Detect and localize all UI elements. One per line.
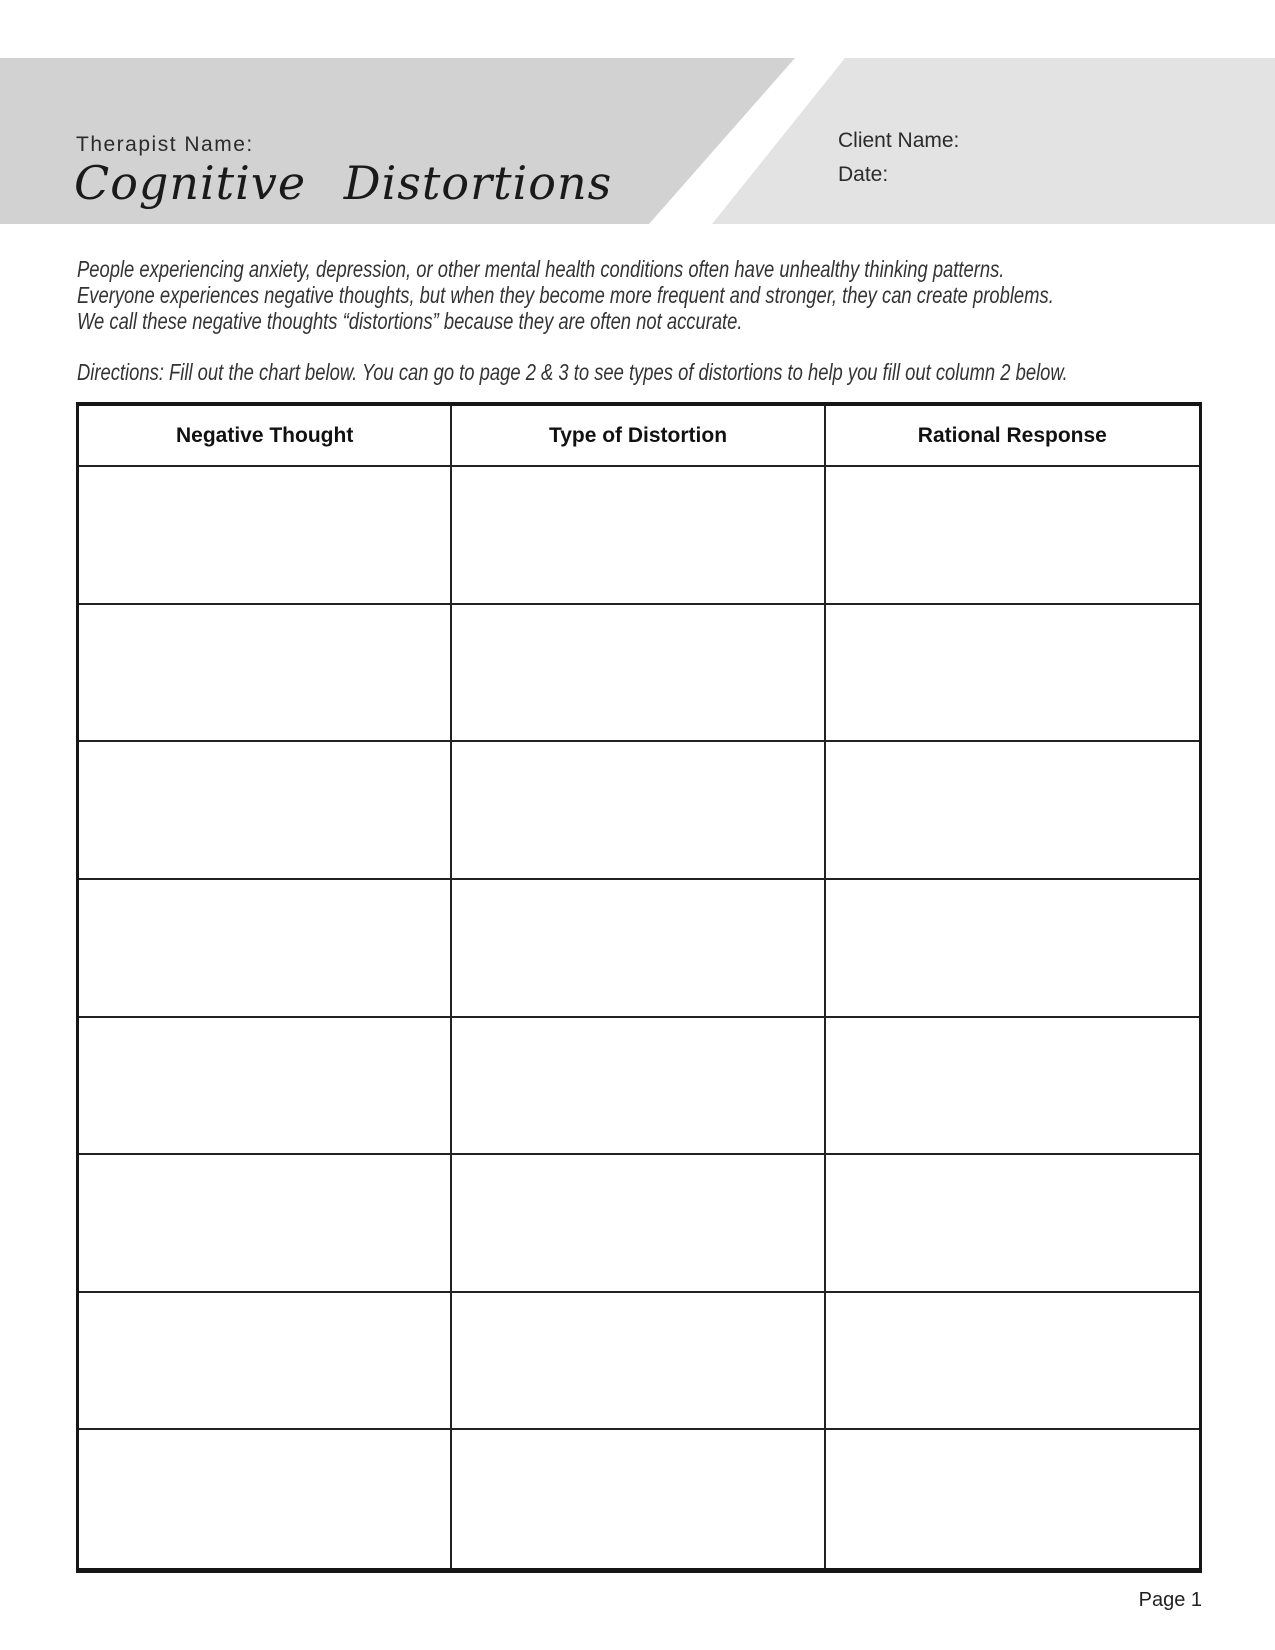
table-cell-empty	[826, 467, 1199, 605]
table-cell-empty	[826, 1155, 1199, 1293]
client-name-label: Client Name:	[838, 129, 960, 152]
table-cell-empty	[452, 1293, 825, 1431]
table-cell-empty	[79, 1018, 452, 1156]
header-band-right	[712, 58, 1275, 224]
table-cell-empty	[79, 1155, 452, 1293]
table-cell-empty	[452, 1155, 825, 1293]
page-number: Page 1	[1138, 1589, 1202, 1611]
directions-text: Directions: Fill out the chart below. You can go to page 2 & 3 to see types of distortions to help you fill out column 2 below.	[77, 359, 1068, 385]
table-cell-empty	[826, 742, 1199, 880]
intro-line: Everyone experiences negative thoughts, but when they become more frequent and stronger, they can create problems.	[77, 282, 1054, 308]
table-cell-empty	[826, 880, 1199, 1018]
table-cell-empty	[452, 742, 825, 880]
intro-paragraph	[77, 256, 1054, 334]
table-cell-empty	[79, 742, 452, 880]
column-header-rational-response: Rational Response	[826, 406, 1199, 467]
therapist-name-label: Therapist Name:	[76, 133, 254, 156]
intro-line: We call these negative thoughts “distortions” because they are often not accurate.	[77, 308, 743, 334]
table-cell-empty	[79, 880, 452, 1018]
date-label: Date:	[838, 163, 889, 186]
table-cell-empty	[79, 467, 452, 605]
table-cell-empty	[452, 880, 825, 1018]
column-header-type-of-distortion: Type of Distortion	[452, 406, 825, 467]
table-cell-empty	[452, 467, 825, 605]
column-header-negative-thought: Negative Thought	[79, 406, 452, 467]
table-cell-empty	[826, 605, 1199, 743]
table-cell-empty	[452, 1018, 825, 1156]
table-cell-empty	[79, 1293, 452, 1431]
table-cell-empty	[452, 605, 825, 743]
page-title: Cognitive Distortions	[74, 156, 613, 210]
table-cell-empty	[826, 1018, 1199, 1156]
distortions-table	[76, 402, 1202, 1573]
table-cell-empty	[79, 605, 452, 743]
table-cell-empty	[452, 1430, 825, 1568]
table-cell-empty	[79, 1430, 452, 1568]
table-cell-empty	[826, 1430, 1199, 1568]
table-cell-empty	[826, 1293, 1199, 1431]
intro-line: People experiencing anxiety, depression, or other mental health conditions often have unhealthy thinking patterns.	[77, 256, 1005, 282]
